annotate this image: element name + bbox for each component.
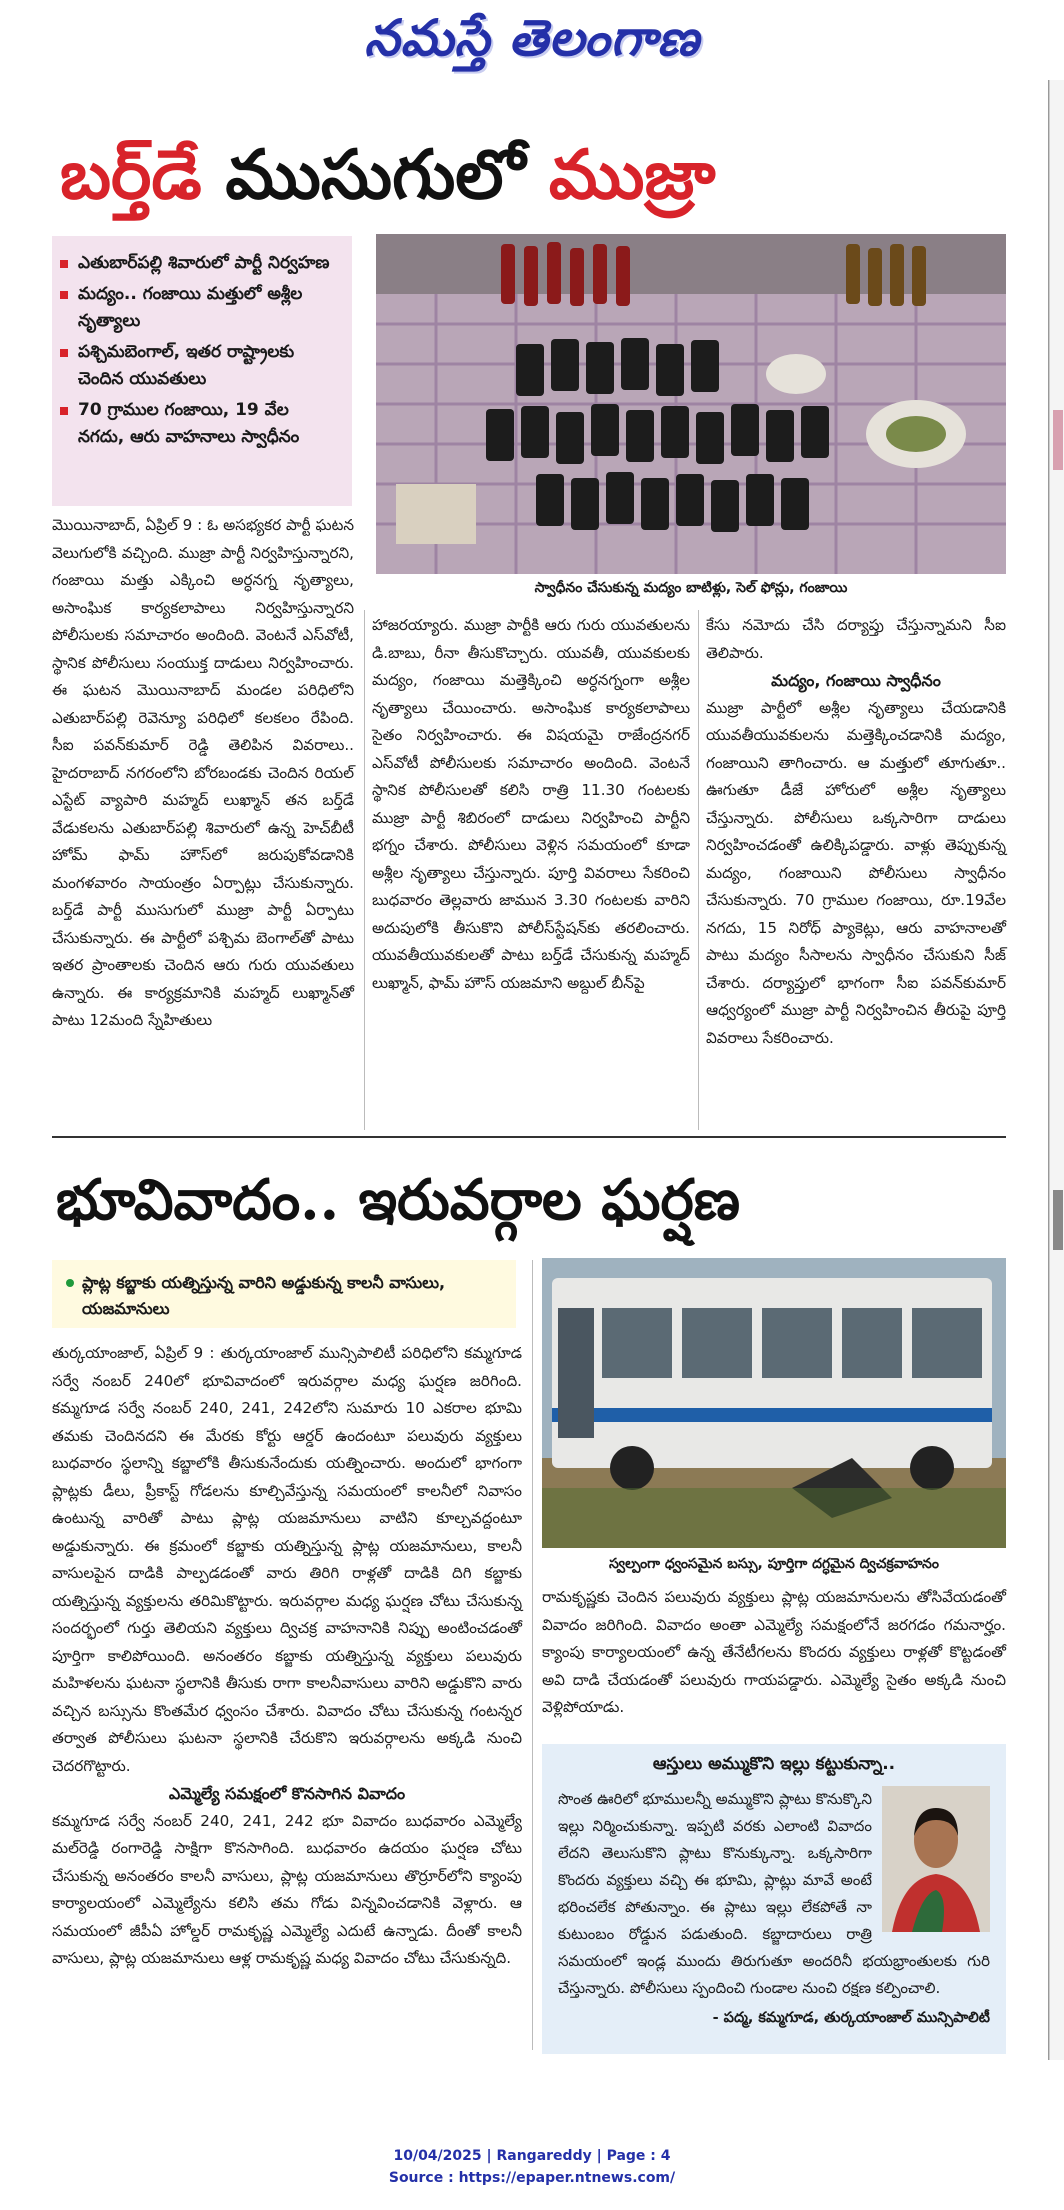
quote-box-byline: - పద్మ, కమ్మగూడ, తుర్కయాంజాల్ మున్సిపాలిటీ [712,2010,990,2026]
woman-portrait [882,1786,990,1932]
footer-source: Source : https://epaper.ntnews.com/ [388,2170,676,2186]
story2-subheading: ఎమ్మెల్యే సమక్షంలో కొనసాగిన వివాదం [168,1784,406,1803]
column-divider [698,610,699,1130]
highlight-item: ఎతుబార్‌పల్లి శివారులో పార్టీ నిర్వహణ [60,250,336,277]
story2-photo [542,1258,1006,1548]
damaged-bus-photo [542,1258,1006,1548]
story2-column-right [542,1584,1006,1722]
masthead-title: నమస్తే తెలంగాణ [364,8,700,67]
person-photo [882,1786,990,1932]
headline-word-black: ముసుగులో [225,135,526,215]
story2-text: రామకృష్ణకు చెందిన పలువురు వ్యక్తులు ప్లాట్ల యజమానులను తోసివేయడంతో వివాదం జరిగింది. వివాదం అంతా ఎమ్మెల్యే సమక్షంలోనే జరగడం గమనార్హం. క్యాంపు కార్యాలయంలో ఉన్న తేనేటీగలను కొందరు వ్యక్తులు రాళ్లతో కొట్టడంతో అవి దాడి చేయడంతో పలువురు గాయపడ్డారు. ఎమ్మెల్యే సైతం అక్కడి నుంచి వెళ్లిపోయాడు. [542,1588,1006,1716]
story1-highlights [52,236,352,506]
story-divider [52,1136,1006,1138]
story1-column-1 [52,512,354,1035]
adjacent-page-edge [1049,80,1064,2060]
story1-column-3 [706,612,1006,1052]
story1-text: మొయినాబాద్, ఏప్రిల్ 9 : ఓ అసభ్యకర పార్టీ ఘటన వెలుగులోకి వచ్చింది. ముజ్రా పార్టీ నిర్వహిస్తున్నారని, గంజాయి మత్తు ఎక్కించి అర్ధనగ్న నృత్యాలు, అసాంఘిక కార్యకలాపాలు నిర్వహిస్తున్నారని పోలీసులకు సమాచారం అందింది. వెంటనే ఎస్‌వోటీ, స్థానిక పోలీసులు సంయుక్త దాడులు నిర్వహించారు. ఈ ఘటన మొయినాబాద్ మండల పరిధిలోని ఎతుబార్‌పల్లి రెవెన్యూ పరిధిలో కలకలం రేపింది. సీఐ పవన్‌కుమార్ రెడ్డి తెలిపిన వివరాలు.. హైదరాబాద్ నగరంలోని బోరబండకు చెందిన రియల్ ఎస్టేట్ వ్యాపారి మహ్మద్ లుఖ్మాన్ తన బర్త్‌డే వేడుకలను ఎతుబార్‌పల్లి శివారులో ఉన్న హెచ్‌బీటీ హోమ్ ఫామ్ హౌస్‌లో జరుపుకోవడానికి మంగళవారం సాయంత్రం ఏర్పాట్లు చేసుకున్నారు. బర్త్‌డే పార్టీ ముసుగులో ముజ్రా పార్టీ ఏర్పాటు చేసుకున్నారు. ఈ పార్టీలో పశ్చిమ బెంగాల్‌తో పాటు ఇతర ప్రాంతాలకు చెందిన ఆరు గురు యువతులు ఉన్నారు. ఈ కార్యక్రమానికి మహ్మద్ లుఖ్మాన్‌తో పాటు 12మంది స్నేహితులు [52,516,354,1029]
story2-quote-box [542,1744,1006,2054]
highlight-item: 70 గ్రాముల గంజాయి, 19 వేల నగదు, ఆరు వాహనాలు స్వాధీనం [60,397,336,451]
story1-headline [60,120,716,230]
footer-date-edition: 10/04/2025 | Rangareddy | Page : 4 [393,2148,671,2164]
highlight-item: పశ్చిమబెంగాల్, ఇతర రాష్ట్రాలకు చెందిన యువతులు [60,339,336,393]
story1-text: హాజరయ్యారు. ముజ్రా పార్టీకి ఆరు గురు యువతులను డి.బాబు, రీనా తీసుకొచ్చారు. యువతీ, యువకులకు మద్యం, గంజాయి మత్తెక్కించి అర్ధనగ్నంగా అశ్లీల నృత్యాలు చేయించారు. అసాంఘిక కార్యకలాపాలు సైతం నిర్వహించారు. ఈ విషయమై రాజేంద్రనగర్ ఎస్‌వోటీ పోలీసులకు సమాచారం అందింది. వెంటనే స్థానిక పోలీసులతో కలిసి రాత్రి 11.30 గంటలకు ముజ్రా పార్టీ శిబిరంలో దాడులు నిర్వహించి పార్టీని భగ్నం చేశారు. పోలీసులు వెళ్లిన సమయంలో కూడా అశ్లీల నృత్యాలు చేస్తున్నారు. పూర్తి వివరాలు సేకరించి బుధవారం తెల్లవారు జామున 3.30 గంటలకు వారిని అదుపులోకి తీసుకొని పోలీస్‌స్టేషన్‌కు తరలించారు. యువతీయువకులతో పాటు బర్త్‌డే చేసుకున్న మహ్మద్ లుఖ్మాన్, ఫామ్ హౌస్ యజమాని అబ్దుల్ బీన్‌పై [372,616,690,992]
quote-box-title: ఆస్తులు అమ్ముకొని ఇల్లు కట్టుకున్నా.. [652,1754,896,1774]
story2-photo-caption: స్వల్పంగా ధ్వంసమైన బస్సు, పూర్తిగా దగ్ధమైన ద్విచక్రవాహనం [608,1556,939,1572]
seized-items-photo [376,234,1006,574]
headline-word-red: బర్త్‌డే [60,135,202,215]
story2-headline: భూవివాదం.. ఇరువర్గాల ఘర్షణ [56,1167,740,1233]
story1-text: కేసు నమోదు చేసి దర్యాప్తు చేస్తున్నామని సీఐ తెలిపారు. [706,616,1006,662]
story2-highlight [52,1260,516,1328]
story2-column-main [52,1340,522,1973]
adjacent-page-graphic [1053,410,1063,470]
story1-subheading: మద్యం, గంజాయి స్వాధీనం [771,671,941,690]
highlight-item: మద్యం.. గంజాయి మత్తులో అశ్లీల నృత్యాలు [60,281,336,335]
masthead [0,0,1064,82]
story1-photo-caption: స్వాధీనం చేసుకున్న మద్యం బాటిళ్లు, సెల్ ఫోన్లు, గంజాయి [534,580,848,596]
column-divider [364,610,365,1130]
story1-column-2 [372,612,690,997]
adjacent-page-graphic [1053,1190,1063,1250]
highlight-item: ప్లాట్ల కబ్జాకు యత్నిస్తున్న వారిని అడ్డుకున్న కాలనీ వాసులు, యజమానులు [66,1270,502,1322]
quote-box-text: సొంత ఊరిలో భూములన్నీ అమ్ముకొని ప్లాటు కొనుక్కొని ఇల్లు నిర్మించుకున్నా. ఇప్పటి వరకు ఎలాంటి వివాదం లేదని తెలుసుకొని ప్లాటు కొనుక్కున్నా. ఒక్కసారిగా కొందరు వ్యక్తులు వచ్చి ఈ భూమి, ప్లాట్లు మావే అంటే భరించలేక పోతున్నాం. ఈ ప్లాటు ఇల్లు లేకపోతే నా కుటుంబం రోడ్డున పడుతుంది. కబ్జాదారులు రాత్రి సమయంలో ఇండ్ల ముందు తిరుగుతూ అందరినీ భయభ్రాంతులకు గురి చేస్తున్నారు. పోలీసులు స్పందించి గుండాల నుంచి రక్షణ కల్పించాలి. [558,1790,990,1997]
story2-text: తుర్కయాంజాల్, ఏప్రిల్ 9 : తుర్కయాంజాల్ మున్సిపాలిటీ పరిధిలోని కమ్మగూడ సర్వే నంబర్ 240లో భూవివాదంలో ఇరువర్గాల మధ్య ఘర్షణ జరిగింది. కమ్మగూడ సర్వే నంబర్ 240, 241, 242లోని సుమారు 10 ఎకరాల భూమి తమకు చెందినదని ఈ మేరకు కోర్టు ఆర్డర్ ఉందంటూ పలువురు వ్యక్తులు బుధవారం స్థలాన్ని కబ్జాలోకి తీసుకునేందుకు యత్నించారు. అందులో భాగంగా ప్లాట్లకు డీలు, ప్రీకాస్ట్ గోడలను కూల్చివేస్తున్న సమయంలో కాలనీలో నివాసం ఉంటున్న వారితో పాటు ప్లాట్ల యజమానులు వాటిని కూల్చవద్దంటూ అడ్డుకున్నారు. ఈ క్రమంలో కబ్జాకు యత్నిస్తున్న ప్లాట్ల యజమానులు, కాలనీ వాసులపైన దాడికి పాల్పడడంతో వారు తిరిగి రాళ్లతో దాడికి దిగి కబ్జాకు యత్నిస్తున్న వ్యక్తులను తరిమికొట్టారు. ఇరువర్గాల మధ్య ఘర్షణ చోటు చేసుకున్న సందర్భంలో గుర్తు తెలియని వ్యక్తులు ద్విచక్ర వాహనానికి నిప్పు అంటించడంతో పూర్తిగా కాలిపోయింది. అనంతరం కబ్జాకు యత్నిస్తున్న వ్యక్తులు పలువురు మహిళలను ఘటనా స్థలానికి తీసుకు రాగా కాలనీవాసులు వారిని అడ్డుకొని వారు వచ్చిన బస్సును కొంతమేర ధ్వంసం చేశారు. వివాదం చోటు చేసుకున్న గంటన్నర తర్వాత పోలీసులు ఘటనా స్థలానికి చేరుకొని ఇరువర్గాలను అక్కడి నుంచి చెదరగొట్టారు. [52,1344,522,1775]
page-divider [1048,80,1049,2060]
story1-photo [376,234,1006,574]
column-divider [532,1260,533,2050]
story1-text: ముజ్రా పార్టీలో అశ్లీల నృత్యాలు చేయడానికి యువతీయువకులను మత్తెక్కించడానికి మద్యం, గంజాయిని తాగించారు. ఆ మత్తులో తూగుతూ.. ఊగుతూ డీజే హోరులో అశ్లీల నృత్యాలు చేస్తున్నారు. పోలీసులు ఒక్కసారిగా దాడులు నిర్వహించడంతో ఉలిక్కిపడ్డారు. వాళ్లు తెప్పుకున్న మద్యం, గంజాయిని పోలీసులు స్వాధీనం చేసుకున్నారు. 70 గ్రాముల గంజాయి, రూ.19వేల నగదు, 15 నిరోధ్ ప్యాకెట్లు, ఆరు వాహనాలతో పాటు మద్యం సీసాలను స్వాధీనం చేసుకుని సీజ్ చేశారు. దర్యాప్తులో భాగంగా సీఐ పవన్‌కుమార్ ఆధ్వర్యంలో ముజ్రా పార్టీ నిర్వహించిన తీరుపై పూర్తి వివరాలు సేకరించారు. [706,698,1006,1047]
story2-text: కమ్మగూడ సర్వే నంబర్ 240, 241, 242 భూ వివాదం బుధవారం ఎమ్మెల్యే మల్‌రెడ్డి రంగారెడ్డి సాక్షిగా కొనసాగింది. బుధవారం ఉదయం ఘర్షణ చోటు చేసుకున్న అనంతరం కాలనీ వాసులు, ప్లాట్ల యజమానులు తొర్రూర్‌లోని క్యాంపు కార్యాలయంలో ఎమ్మెల్యేను కలిసి తమ గోడు విన్నవించడానికి వెళ్లారు. ఆ సమయంలో జీపీఏ హోల్డర్ రామకృష్ణ ఎమ్మెల్యే ఎదుటే ఉన్నాడు. దీంతో కాలనీ వాసులు, ప్లాట్ల యజమానులు ఆళ్ల రామకృష్ణ మధ్య వివాదం చోటు చేసుకున్నది. [52,1811,522,1967]
headline-word-red: ముజ్రా [548,135,716,215]
